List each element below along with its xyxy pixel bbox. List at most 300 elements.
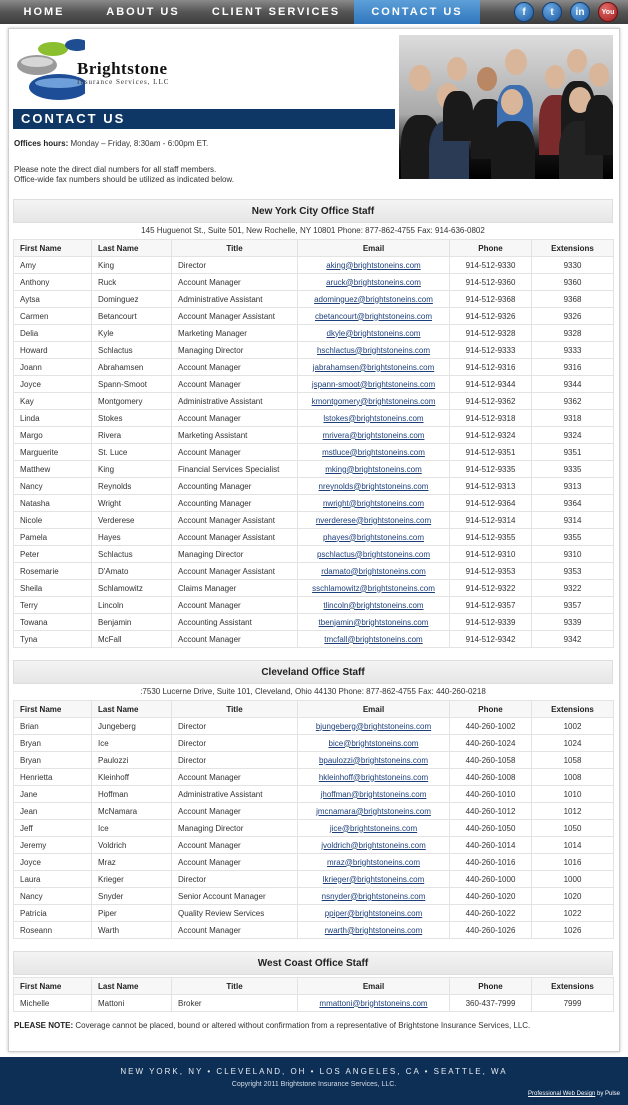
nav-contact-us[interactable]: CONTACT US [354,0,480,24]
title-cell: Marketing Manager [172,325,298,342]
col-title: Title [172,701,298,718]
logo-mark-icon [15,35,85,105]
title-cell: Account Manager Assistant [172,529,298,546]
table-row [14,735,614,752]
last-name-cell: Betancourt [92,308,172,325]
email-link[interactable]: lstokes@brightstoneins.com [298,410,450,427]
phone-cell: 914-512-9326 [450,308,532,325]
table-row [14,257,614,274]
first-name-cell: Jean [14,803,92,820]
staff-table [13,977,614,1012]
phone-cell: 914-512-9322 [450,580,532,597]
last-name-cell: Montgomery [92,393,172,410]
email-link[interactable]: kmontgomery@brightstoneins.com [298,393,450,410]
col-first-name: First Name [14,240,92,257]
phone-cell: 914-512-9355 [450,529,532,546]
last-name-cell: Benjamin [92,614,172,631]
first-name-cell: Bryan [14,735,92,752]
email-link[interactable]: nsnyder@brightstoneins.com [298,888,450,905]
title-cell: Quality Review Services [172,905,298,922]
table-row [14,478,614,495]
office-hours [14,139,208,148]
office-address: :7530 Lucerne Drive, Suite 101, Cleveland, Ohio 44130 Phone: 877-862-4755 Fax: 440-260-0218 [140,687,486,696]
title-cell: Director [172,718,298,735]
table-row [14,444,614,461]
extension-cell: 9324 [532,427,614,444]
email-link[interactable]: cbetancourt@brightstoneins.com [298,308,450,325]
last-name-cell: Mattoni [92,995,172,1012]
extension-cell: 9353 [532,563,614,580]
phone-cell: 914-512-9362 [450,393,532,410]
table-row [14,905,614,922]
last-name-cell: Verderese [92,512,172,529]
phone-cell: 914-512-9364 [450,495,532,512]
title-cell: Account Manager [172,444,298,461]
first-name-cell: Terry [14,597,92,614]
first-name-cell: Towana [14,614,92,631]
content-card [8,28,620,1052]
title-cell: Account Manager Assistant [172,512,298,529]
first-name-cell: Brian [14,718,92,735]
last-name-cell: St. Luce [92,444,172,461]
last-name-cell: Mraz [92,854,172,871]
last-name-cell: Rivera [92,427,172,444]
title-cell: Account Manager [172,803,298,820]
extension-cell: 9357 [532,597,614,614]
table-header-row [14,701,614,718]
first-name-cell: Nancy [14,478,92,495]
title-cell: Financial Services Specialist [172,461,298,478]
email-link[interactable]: lkrieger@brightstoneins.com [298,871,450,888]
title-cell: Account Manager [172,410,298,427]
first-name-cell: Jane [14,786,92,803]
extension-cell: 9364 [532,495,614,512]
first-name-cell: Jeremy [14,837,92,854]
col-last-name: Last Name [92,240,172,257]
first-name-cell: Laura [14,871,92,888]
last-name-cell: McFall [92,631,172,648]
email-link[interactable]: rwarth@brightstoneins.com [298,922,450,939]
first-name-cell: Jeff [14,820,92,837]
youtube-icon[interactable]: You [598,2,618,22]
last-name-cell: Schlactus [92,342,172,359]
nav-about-us[interactable]: ABOUT US [106,6,180,18]
col-extensions: Extensions [532,978,614,995]
coverage-note [14,1021,530,1030]
phone-cell: 914-512-9360 [450,274,532,291]
col-email: Email [298,240,450,257]
office-section-west-coast [13,951,613,1012]
top-nav [0,0,628,24]
email-link[interactable]: bice@brightstoneins.com [298,735,450,752]
phone-cell: 914-512-9368 [450,291,532,308]
table-row [14,786,614,803]
extension-cell: 1020 [532,888,614,905]
table-row [14,854,614,871]
email-link[interactable]: tlincoln@brightstoneins.com [298,597,450,614]
phone-cell: 914-512-9351 [450,444,532,461]
section-title: Cleveland Office Staff [13,660,613,684]
title-cell: Account Manager [172,597,298,614]
table-row [14,342,614,359]
extension-cell: 9342 [532,631,614,648]
table-row [14,546,614,563]
extension-cell: 9326 [532,308,614,325]
last-name-cell: King [92,257,172,274]
last-name-cell: Jungeberg [92,718,172,735]
email-link[interactable]: mraz@brightstoneins.com [298,854,450,871]
first-name-cell: Joyce [14,376,92,393]
first-name-cell: Marguerite [14,444,92,461]
footer-cities: NEW YORK, NY • CLEVELAND, OH • LOS ANGELES, CA • SEATTLE, WA [120,1067,508,1076]
table-row [14,512,614,529]
table-row [14,529,614,546]
last-name-cell: Lincoln [92,597,172,614]
email-link[interactable]: jvoldrich@brightstoneins.com [298,837,450,854]
office-hours-label: Offices hours: [14,139,69,148]
phone-cell: 914-512-9324 [450,427,532,444]
phone-cell: 440-260-1058 [450,752,532,769]
section-title: New York City Office Staff [13,199,613,223]
title-cell: Administrative Assistant [172,393,298,410]
coverage-note-label: PLEASE NOTE: [14,1021,74,1030]
title-cell: Managing Director [172,546,298,563]
table-row [14,495,614,512]
email-link[interactable]: bjungeberg@brightstoneins.com [298,718,450,735]
first-name-cell: Kay [14,393,92,410]
extension-cell: 1050 [532,820,614,837]
last-name-cell: Schlamowitz [92,580,172,597]
last-name-cell: Krieger [92,871,172,888]
extension-cell: 9330 [532,257,614,274]
table-row [14,614,614,631]
title-cell: Accounting Manager [172,478,298,495]
email-link[interactable]: jabrahamsen@brightstoneins.com [298,359,450,376]
email-link[interactable]: adominguez@brightstoneins.com [298,291,450,308]
last-name-cell: Warth [92,922,172,939]
last-name-cell: Wright [92,495,172,512]
section-title: West Coast Office Staff [13,951,613,975]
first-name-cell: Joyce [14,854,92,871]
extension-cell: 1000 [532,871,614,888]
last-name-cell: Abrahamsen [92,359,172,376]
phone-cell: 440-260-1010 [450,786,532,803]
last-name-cell: Dominguez [92,291,172,308]
table-row [14,325,614,342]
office-section-cleveland [13,660,613,939]
phone-cell: 914-512-9328 [450,325,532,342]
phone-cell: 360-437-7999 [450,995,532,1012]
title-cell: Account Manager [172,376,298,393]
first-name-cell: Roseann [14,922,92,939]
table-row [14,837,614,854]
table-row [14,427,614,444]
email-link[interactable]: aruck@brightstoneins.com [298,274,450,291]
email-link[interactable]: aking@brightstoneins.com [298,257,450,274]
nav-client-services[interactable]: CLIENT SERVICES [211,6,341,18]
extension-cell: 1024 [532,735,614,752]
email-link[interactable]: hschlactus@brightstoneins.com [298,342,450,359]
col-phone: Phone [450,240,532,257]
dial-note-line: Please note the direct dial numbers for all staff members. [14,165,217,174]
nav-home[interactable]: HOME [23,6,65,18]
first-name-cell: Peter [14,546,92,563]
email-link[interactable]: ppiper@brightstoneins.com [298,905,450,922]
dial-note-line: Office-wide fax numbers should be utilized as indicated below. [14,175,234,184]
table-row [14,563,614,580]
title-cell: Marketing Assistant [172,427,298,444]
phone-cell: 914-512-9314 [450,512,532,529]
first-name-cell: Tyna [14,631,92,648]
extension-cell: 1002 [532,718,614,735]
phone-cell: 914-512-9330 [450,257,532,274]
table-header-row [14,978,614,995]
extension-cell: 9322 [532,580,614,597]
first-name-cell: Michelle [14,995,92,1012]
email-link[interactable]: rdamato@brightstoneins.com [298,563,450,580]
last-name-cell: Reynolds [92,478,172,495]
table-row [14,580,614,597]
first-name-cell: Carmen [14,308,92,325]
logo-name: Brightstone [77,59,168,78]
extension-cell: 9339 [532,614,614,631]
first-name-cell: Anthony [14,274,92,291]
last-name-cell: King [92,461,172,478]
email-link[interactable]: jice@brightstoneins.com [298,820,450,837]
phone-cell: 440-260-1016 [450,854,532,871]
last-name-cell: Stokes [92,410,172,427]
phone-cell: 914-512-9353 [450,563,532,580]
linkedin-icon[interactable]: in [570,2,590,22]
first-name-cell: Sheila [14,580,92,597]
last-name-cell: McNamara [92,803,172,820]
phone-cell: 440-260-1050 [450,820,532,837]
extension-cell: 9355 [532,529,614,546]
extension-cell: 9313 [532,478,614,495]
col-email: Email [298,701,450,718]
extension-cell: 9362 [532,393,614,410]
email-link[interactable]: jmcnamara@brightstoneins.com [298,803,450,820]
table-row [14,820,614,837]
email-link[interactable]: mking@brightstoneins.com [298,461,450,478]
email-link[interactable]: nreynolds@brightstoneins.com [298,478,450,495]
table-row [14,393,614,410]
staff-table [13,700,614,939]
extension-cell: 1012 [532,803,614,820]
first-name-cell: Bryan [14,752,92,769]
last-name-cell: Hoffman [92,786,172,803]
title-cell: Account Manager [172,359,298,376]
title-cell: Director [172,871,298,888]
title-cell: Accounting Manager [172,495,298,512]
phone-cell: 914-512-9342 [450,631,532,648]
phone-cell: 914-512-9339 [450,614,532,631]
extension-cell: 1008 [532,769,614,786]
email-link[interactable]: nwright@brightstoneins.com [298,495,450,512]
table-row [14,597,614,614]
email-link[interactable]: tmcfall@brightstoneins.com [298,631,450,648]
table-row [14,718,614,735]
footer [0,1057,628,1105]
phone-cell: 914-512-9333 [450,342,532,359]
col-first-name: First Name [14,978,92,995]
last-name-cell: Spann-Smoot [92,376,172,393]
col-email: Email [298,978,450,995]
footer-credit [528,1091,620,1097]
col-extensions: Extensions [532,240,614,257]
email-link[interactable]: tbenjamin@brightstoneins.com [298,614,450,631]
title-cell: Administrative Assistant [172,291,298,308]
footer-copyright: Copyright 2011 Brightstone Insurance Services, LLC. [231,1081,397,1088]
first-name-cell: Matthew [14,461,92,478]
first-name-cell: Nicole [14,512,92,529]
title-cell: Account Manager [172,769,298,786]
first-name-cell: Margo [14,427,92,444]
extension-cell: 9335 [532,461,614,478]
phone-cell: 440-260-1002 [450,718,532,735]
title-cell: Account Manager [172,922,298,939]
email-link[interactable]: phayes@brightstoneins.com [298,529,450,546]
staff-table [13,239,614,648]
title-cell: Claims Manager [172,580,298,597]
table-row [14,461,614,478]
last-name-cell: Hayes [92,529,172,546]
title-cell: Account Manager [172,837,298,854]
extension-cell: 1014 [532,837,614,854]
title-cell: Director [172,735,298,752]
email-link[interactable]: dkyle@brightstoneins.com [298,325,450,342]
col-title: Title [172,978,298,995]
footer-credit-by: by Pulse [595,1091,620,1097]
last-name-cell: D'Amato [92,563,172,580]
table-row [14,871,614,888]
first-name-cell: Pamela [14,529,92,546]
extension-cell: 9368 [532,291,614,308]
extension-cell: 1010 [532,786,614,803]
extension-cell: 1022 [532,905,614,922]
email-link[interactable]: jspann-smoot@brightstoneins.com [298,376,450,393]
phone-cell: 440-260-1012 [450,803,532,820]
extension-cell: 9318 [532,410,614,427]
last-name-cell: Kleinhoff [92,769,172,786]
first-name-cell: Howard [14,342,92,359]
table-header-row [14,240,614,257]
first-name-cell: Nancy [14,888,92,905]
email-link[interactable]: mrivera@brightstoneins.com [298,427,450,444]
extension-cell: 1026 [532,922,614,939]
table-row [14,995,614,1012]
title-cell: Broker [172,995,298,1012]
table-row [14,631,614,648]
table-row [14,410,614,427]
col-phone: Phone [450,701,532,718]
phone-cell: 440-260-1008 [450,769,532,786]
last-name-cell: Kyle [92,325,172,342]
last-name-cell: Voldrich [92,837,172,854]
title-cell: Director [172,752,298,769]
phone-cell: 914-512-9357 [450,597,532,614]
title-cell: Accounting Assistant [172,614,298,631]
first-name-cell: Delia [14,325,92,342]
table-row [14,376,614,393]
title-cell: Managing Director [172,342,298,359]
phone-cell: 914-512-9318 [450,410,532,427]
logo-subtitle: Insurance Services, LLC [77,78,170,86]
last-name-cell: Ice [92,820,172,837]
last-name-cell: Snyder [92,888,172,905]
email-link[interactable]: jhoffman@brightstoneins.com [298,786,450,803]
email-link[interactable]: bpaulozzi@brightstoneins.com [298,752,450,769]
first-name-cell: Amy [14,257,92,274]
last-name-cell: Paulozzi [92,752,172,769]
extension-cell: 1058 [532,752,614,769]
table-row [14,752,614,769]
email-link[interactable]: mmattoni@brightstoneins.com [298,995,450,1012]
last-name-cell: Ice [92,735,172,752]
extension-cell: 9328 [532,325,614,342]
staff-photo [399,35,613,179]
office-address: 145 Huguenot St., Suite 501, New Rochelle, NY 10801 Phone: 877-862-4755 Fax: 914-636-0802 [141,226,485,235]
email-link[interactable]: sschlamowitz@brightstoneins.com [298,580,450,597]
email-link[interactable]: nverderese@brightstoneins.com [298,512,450,529]
email-link[interactable]: pschlactus@brightstoneins.com [298,546,450,563]
phone-cell: 440-260-1020 [450,888,532,905]
first-name-cell: Joann [14,359,92,376]
first-name-cell: Natasha [14,495,92,512]
title-cell: Senior Account Manager [172,888,298,905]
title-cell: Account Manager [172,274,298,291]
col-title: Title [172,240,298,257]
email-link[interactable]: hkleinhoff@brightstoneins.com [298,769,450,786]
dial-note [14,165,234,185]
phone-cell: 914-512-9313 [450,478,532,495]
title-cell: Account Manager [172,854,298,871]
last-name-cell: Ruck [92,274,172,291]
extension-cell: 9351 [532,444,614,461]
web-design-link[interactable]: Professional Web Design [528,1091,596,1097]
coverage-note-text: Coverage cannot be placed, bound or altered without confirmation from a representative of Brightstone Insurance Services, LLC. [75,1021,531,1030]
title-cell: Account Manager Assistant [172,563,298,580]
table-row [14,359,614,376]
phone-cell: 440-260-1022 [450,905,532,922]
table-row [14,769,614,786]
twitter-icon[interactable]: t [542,2,562,22]
first-name-cell: Aytsa [14,291,92,308]
email-link[interactable]: mstluce@brightstoneins.com [298,444,450,461]
facebook-icon[interactable]: f [514,2,534,22]
extension-cell: 9314 [532,512,614,529]
col-last-name: Last Name [92,701,172,718]
brightstone-logo[interactable] [15,35,205,105]
title-cell: Director [172,257,298,274]
table-row [14,888,614,905]
table-row [14,274,614,291]
first-name-cell: Linda [14,410,92,427]
first-name-cell: Rosemarie [14,563,92,580]
phone-cell: 440-260-1014 [450,837,532,854]
office-section-nyc [13,199,613,648]
first-name-cell: Patricia [14,905,92,922]
extension-cell: 9316 [532,359,614,376]
extension-cell: 9333 [532,342,614,359]
phone-cell: 440-260-1000 [450,871,532,888]
phone-cell: 440-260-1026 [450,922,532,939]
phone-cell: 914-512-9310 [450,546,532,563]
extension-cell: 9360 [532,274,614,291]
first-name-cell: Henrietta [14,769,92,786]
table-row [14,308,614,325]
title-cell: Managing Director [172,820,298,837]
